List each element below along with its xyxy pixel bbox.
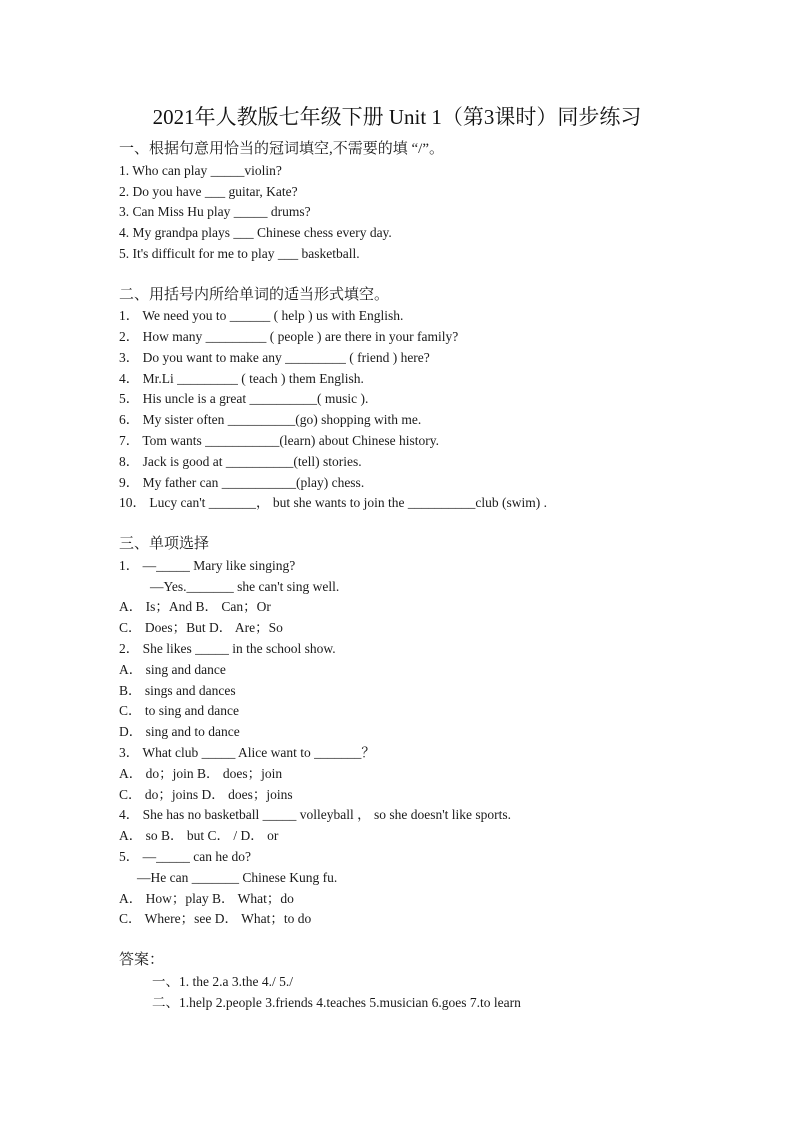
answers-line: 二、1.help 2.people 3.friends 4.teaches 5.musician 6.goes 7.to learn: [152, 995, 521, 1010]
section1-heading: 一、根据句意用恰当的冠词填空,不需要的填 “/”。: [119, 141, 444, 157]
section3-item: —Yes._______ she can't sing well.: [150, 579, 340, 594]
section3-item: C． do；joins D． does；joins: [119, 787, 293, 802]
answers-line: 一、1. the 2.a 3.the 4./ 5./: [152, 974, 293, 989]
section3-item: 1． —_____ Mary like singing?: [119, 558, 296, 573]
section3-item: A． Is；And B． Can；Or: [119, 599, 271, 614]
section3-item: —He can _______ Chinese Kung fu.: [137, 870, 338, 885]
section3-item: A． sing and dance: [119, 662, 226, 677]
answers-heading: 答案：: [119, 952, 165, 968]
section2-item: 4． Mr.Li _________ ( teach ) them English.: [119, 371, 364, 386]
section2-item: 8． Jack is good at __________(tell) stories.: [119, 454, 362, 469]
section3-item: 5． —_____ can he do?: [119, 849, 251, 864]
page-title: 2021年人教版七年级下册 Unit 1（第3课时）同步练习: [152, 105, 642, 129]
section1-item: 2. Do you have ___ guitar, Kate?: [119, 184, 298, 199]
section1-item: 4. My grandpa plays ___ Chinese chess every day.: [119, 225, 392, 240]
section3-item: A． so B． but C． / D． or: [119, 828, 279, 843]
section3-heading: 三、单项选择: [119, 536, 210, 552]
section3-item: C． Where；see D． What；to do: [119, 911, 312, 926]
section1-item: 1. Who can play _____violin?: [119, 163, 282, 178]
section3-item: 4． She has no basketball _____ volleyball ， so she doesn't like sports.: [119, 807, 512, 822]
section2-item: 6． My sister often __________(go) shopping with me.: [119, 412, 422, 427]
section2-item: 2． How many _________ ( people ) are there in your family?: [119, 329, 459, 344]
section2-item: 5． His uncle is a great __________( music ).: [119, 391, 369, 406]
section2-item: 10． Lucy can't _______， but she wants to join the __________club (swim) .: [119, 495, 548, 510]
section3-item: B． sings and dances: [119, 683, 236, 698]
section3-item: A． do；join B． does；join: [119, 766, 283, 781]
section2-item: 7． Tom wants ___________(learn) about Chinese history.: [119, 433, 440, 448]
section1-item: 5. It's difficult for me to play ___ basketball.: [119, 246, 360, 261]
section2-heading: 二、用括号内所给单词的适当形式填空。: [119, 287, 390, 303]
section2-item: 1． We need you to ______ ( help ) us with English.: [119, 308, 404, 323]
section3-item: 2． She likes _____ in the school show.: [119, 641, 336, 656]
section3-item: 3． What club _____ Alice want to _______？: [119, 745, 375, 760]
section3-item: D． sing and to dance: [119, 724, 240, 739]
section3-item: A． How；play B． What；do: [119, 891, 294, 906]
section3-item: C． Does；But D． Are；So: [119, 620, 283, 635]
section2-item: 9． My father can ___________(play) chess.: [119, 475, 365, 490]
section3-item: C． to sing and dance: [119, 703, 239, 718]
section1-item: 3. Can Miss Hu play _____ drums?: [119, 204, 311, 219]
section2-item: 3． Do you want to make any _________ ( friend ) here?: [119, 350, 430, 365]
